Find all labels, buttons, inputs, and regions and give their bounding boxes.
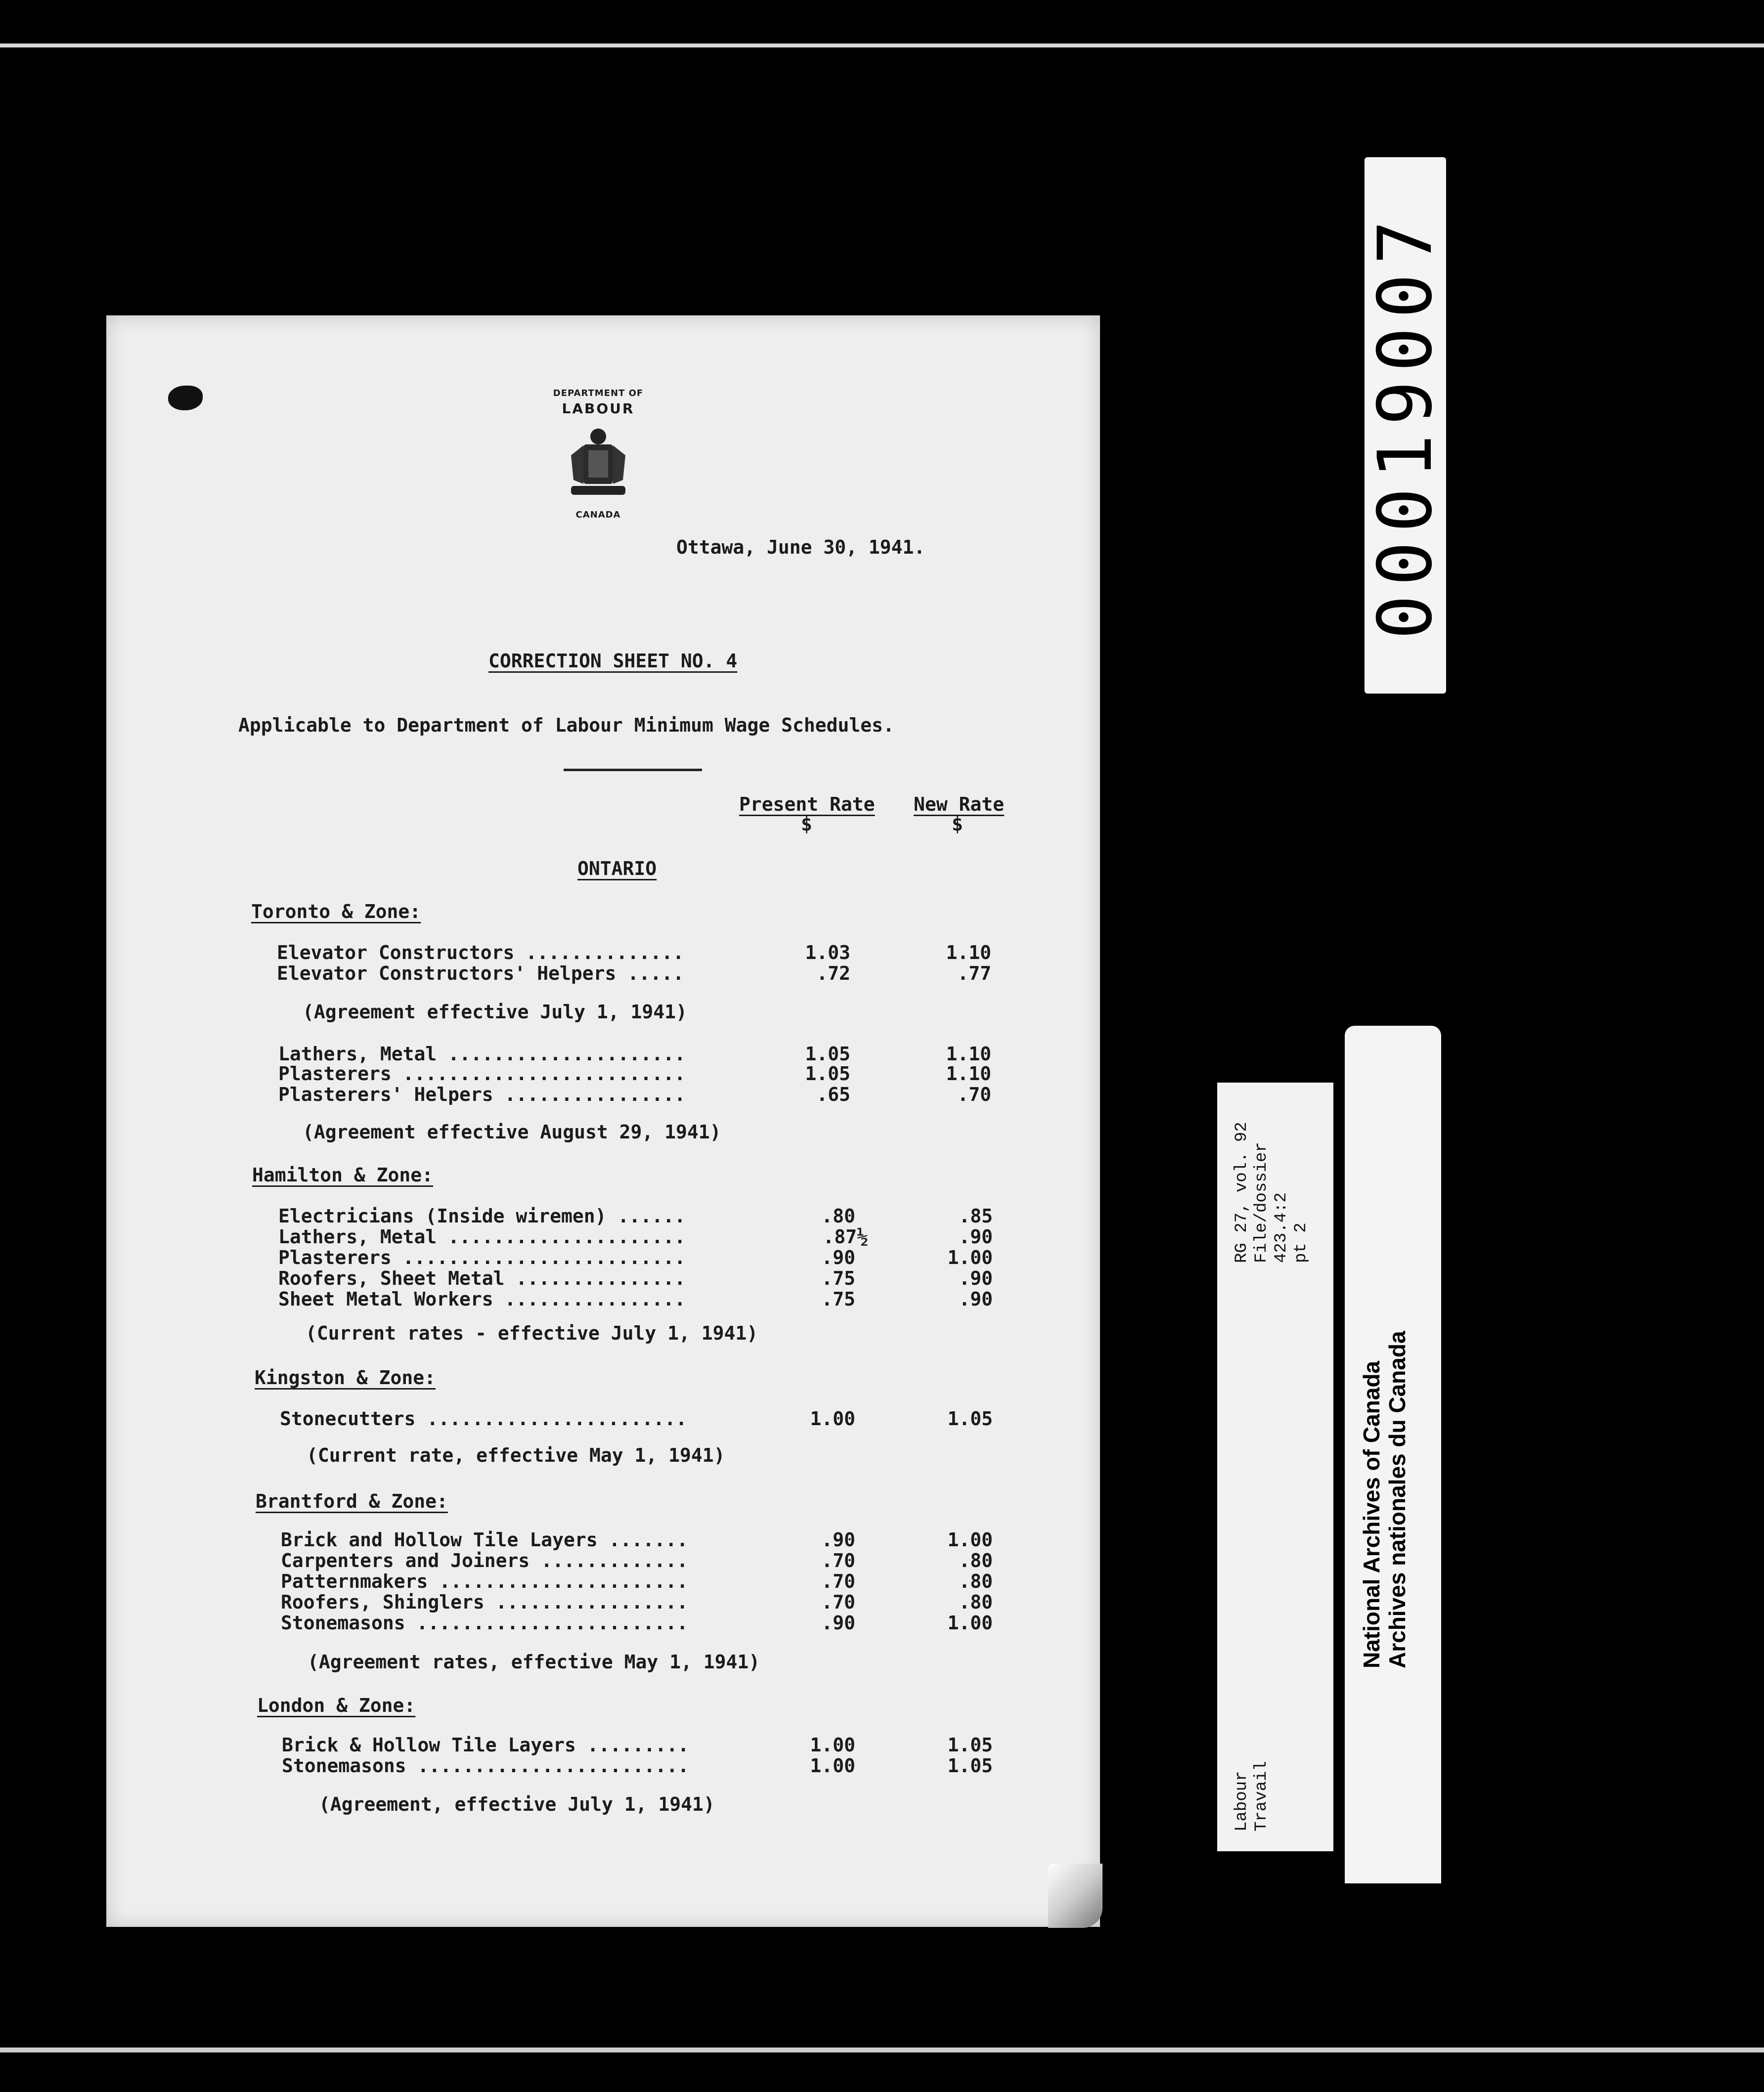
film-edge-top (0, 44, 1764, 47)
coat-of-arms-icon (561, 426, 635, 505)
present-rate: .70 (821, 1591, 855, 1613)
trade-label: Lathers, Metal ..................... (278, 1043, 686, 1065)
archive-name-en: National Archives of Canada (1359, 1360, 1384, 1668)
trade-label: Plasterers' Helpers ................ (278, 1084, 686, 1105)
trade-label: Stonecutters ....................... (280, 1408, 687, 1430)
present-rate: 1.05 (805, 1063, 850, 1085)
present-rate: .90 (821, 1612, 855, 1634)
letterhead-country: CANADA (575, 510, 621, 520)
reference-block (1232, 1100, 1311, 1263)
zone-heading-hamilton: Hamilton & Zone: (252, 1164, 434, 1186)
ink-smudge (168, 386, 203, 410)
new-rate: 1.05 (947, 1408, 993, 1430)
new-rate: .77 (957, 962, 991, 984)
frame-number: 00019007 (1362, 211, 1449, 640)
trade-label: Brick and Hollow Tile Layers ....... (281, 1529, 688, 1551)
trade-label: Patternmakers ...................... (281, 1570, 688, 1592)
new-rate: .90 (959, 1267, 993, 1289)
new-rate: 1.10 (946, 1043, 991, 1065)
present-rate: 1.00 (810, 1734, 855, 1756)
column-header-new: New Rate (914, 793, 1005, 815)
new-rate: 1.00 (947, 1247, 993, 1268)
present-rate: .90 (821, 1529, 855, 1551)
present-rate: .90 (821, 1247, 855, 1268)
new-rate: 1.10 (946, 942, 991, 963)
zone-heading-toronto: Toronto & Zone: (251, 901, 421, 922)
letterhead-department: DEPARTMENT OF (553, 388, 644, 398)
new-rate: .80 (959, 1591, 993, 1613)
new-rate: .70 (957, 1084, 991, 1105)
province-heading: ONTARIO (577, 858, 657, 879)
trade-label: Roofers, Sheet Metal ............... (278, 1267, 686, 1289)
reference-line: pt 2 (1292, 1222, 1311, 1263)
trade-label: Roofers, Shinglers ................. (281, 1591, 688, 1613)
present-rate: 1.05 (805, 1043, 850, 1065)
archive-name-label (1345, 1026, 1441, 1883)
present-rate: .87½ (823, 1226, 868, 1248)
divider (564, 769, 702, 771)
agreement-note: (Current rates - effective July 1, 1941) (306, 1322, 758, 1344)
trade-label: Stonemasons ........................ (281, 1612, 688, 1634)
page-corner-curl (1048, 1864, 1102, 1928)
present-rate: .72 (816, 962, 850, 984)
zone-heading-kingston: Kingston & Zone: (255, 1367, 436, 1389)
document-subtitle: Applicable to Department of Labour Minimum Wage Schedules. (238, 714, 894, 736)
film-edge-bottom (0, 2048, 1764, 2052)
new-rate: 1.00 (947, 1612, 993, 1634)
new-rate: .90 (959, 1226, 993, 1248)
department-line: Labour (1233, 1771, 1251, 1831)
document-title: CORRECTION SHEET NO. 4 (488, 650, 738, 672)
trade-label: Elevator Constructors' Helpers ..... (277, 962, 684, 984)
reference-label (1217, 1083, 1333, 1851)
new-rate: 1.05 (947, 1755, 993, 1777)
archive-name-fr: Archives nationales du Canada (1384, 1331, 1410, 1668)
new-rate: 1.00 (947, 1529, 993, 1551)
present-rate: .80 (821, 1205, 855, 1227)
agreement-note: (Agreement rates, effective May 1, 1941) (308, 1651, 760, 1673)
new-rate: 1.10 (946, 1063, 991, 1085)
letterhead (534, 388, 662, 520)
trade-label: Elevator Constructors .............. (277, 942, 684, 963)
agreement-note: (Agreement, effective July 1, 1941) (319, 1793, 715, 1815)
new-rate: .85 (959, 1205, 993, 1227)
present-rate: 1.00 (810, 1408, 855, 1430)
trade-label: Carpenters and Joiners ............. (281, 1550, 688, 1571)
department-line: Travail (1252, 1761, 1271, 1831)
new-rate: 1.05 (947, 1734, 993, 1756)
trade-label: Stonemasons ........................ (282, 1755, 689, 1777)
present-rate: .65 (816, 1084, 850, 1105)
trade-label: Electricians (Inside wiremen) ...... (278, 1205, 686, 1227)
trade-label: Lathers, Metal ..................... (278, 1226, 686, 1248)
present-rate: .70 (821, 1550, 855, 1571)
reference-line: RG 27, vol. 92 (1233, 1122, 1251, 1263)
trade-label: Brick & Hollow Tile Layers ......... (282, 1734, 689, 1756)
new-rate: .90 (959, 1288, 993, 1310)
column-unit-new: $ (952, 813, 963, 835)
new-rate: .80 (959, 1570, 993, 1592)
department-block (1232, 1683, 1272, 1831)
zone-heading-london: London & Zone: (257, 1695, 416, 1716)
letterhead-name: LABOUR (562, 400, 635, 417)
trade-label: Sheet Metal Workers ................ (278, 1288, 686, 1310)
dateline: Ottawa, June 30, 1941. (676, 536, 926, 558)
agreement-note: (Agreement effective August 29, 1941) (303, 1121, 721, 1143)
column-unit-present: $ (801, 813, 812, 835)
new-rate: .80 (959, 1550, 993, 1571)
reference-line: File/dossier 423.4:2 (1252, 1142, 1291, 1263)
archive-name (1359, 1322, 1410, 1668)
column-header-present: Present Rate (739, 793, 875, 815)
agreement-note: (Agreement effective July 1, 1941) (303, 1001, 687, 1023)
agreement-note: (Current rate, effective May 1, 1941) (307, 1444, 725, 1466)
present-rate: .75 (821, 1288, 855, 1310)
present-rate: .75 (821, 1267, 855, 1289)
trade-label: Plasterers ......................... (278, 1063, 686, 1085)
present-rate: .70 (821, 1570, 855, 1592)
zone-heading-brantford: Brantford & Zone: (256, 1490, 448, 1512)
present-rate: 1.00 (810, 1755, 855, 1777)
trade-label: Plasterers ......................... (278, 1247, 686, 1268)
frame-number-stamp (1362, 157, 1449, 694)
present-rate: 1.03 (805, 942, 850, 963)
